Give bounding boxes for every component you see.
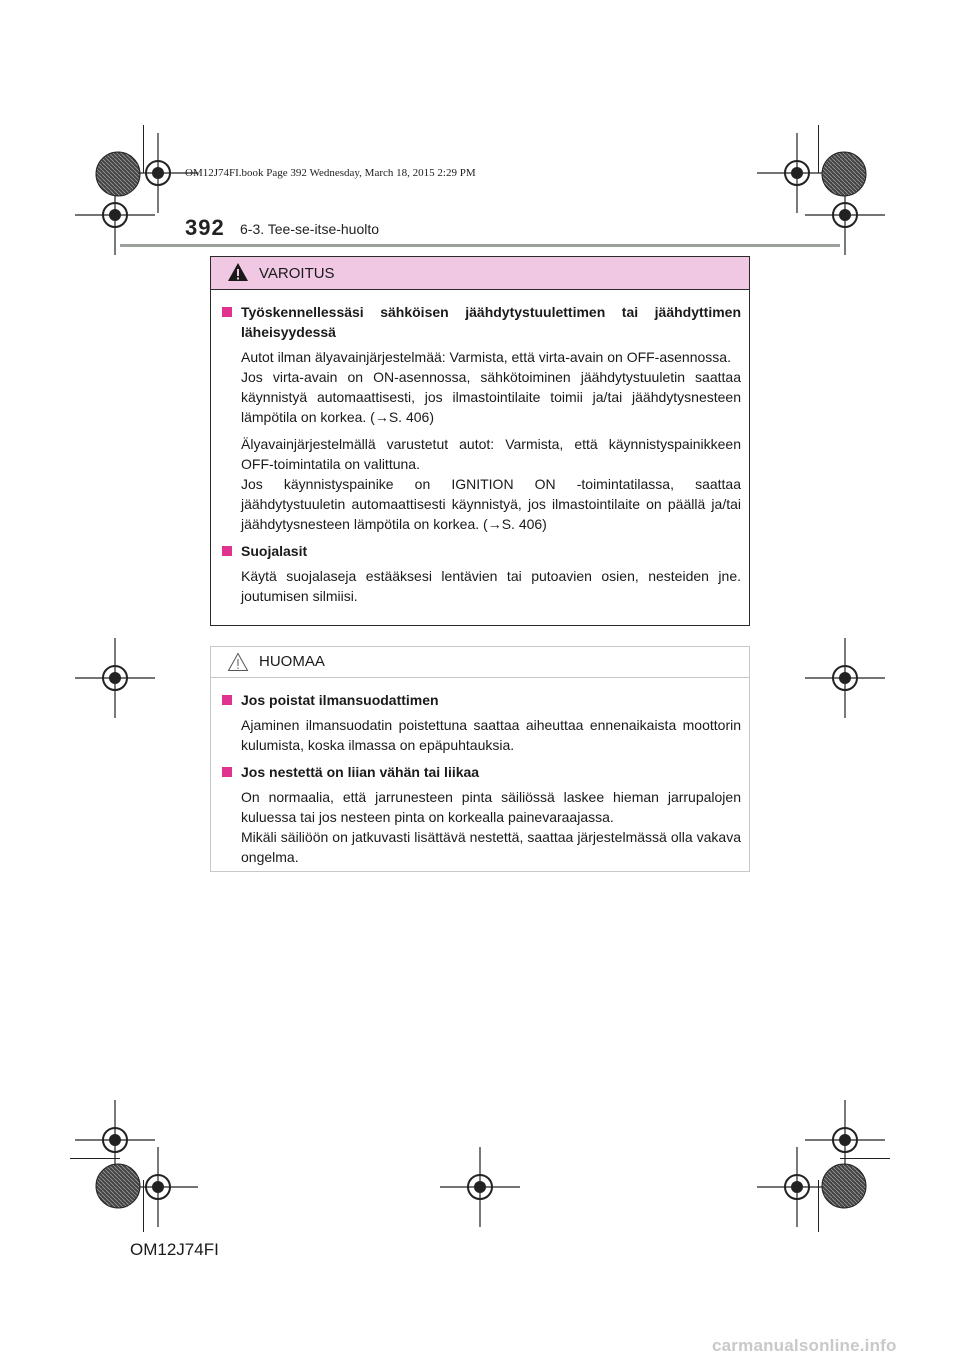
site-watermark: carmanualsonline.info [712,1336,897,1355]
square-bullet-icon [222,307,232,317]
rosette-mark-icon [820,150,868,198]
warning-item-title: Suojalasit [219,541,741,561]
warning-paragraph: Autot ilman älyavainjärjestelmää: Varmista, että virta-avain on OFF-asennossa. Jos virta-avain on ON-asennossa, sähkötoiminen jäähdytystuuletin saattaa käynnistyä automaattisesti, jos ilmastointilaite toimii ja/tai jäähdytysnesteen lämpötila on korkea. (→S. 406) [241,349,741,425]
notice-item-title: Jos nestettä on liian vähän tai liikaa [219,762,741,782]
warning-box [210,256,750,626]
trim-line [840,1158,890,1159]
registration-mark-icon [75,638,155,718]
warning-label: VAROITUS [259,265,335,282]
warning-header [211,257,749,290]
square-bullet-icon [222,767,232,777]
notice-header [211,647,749,678]
warning-paragraph: Älyavainjärjestelmällä varustetut autot: Varmista, että käynnistyspainikkeen OFF-toimintatila on valittuna. Jos käynnistyspainike on IGNITION ON -toimintatilassa, saattaa jäähdytystuuletin automaattisesti käynnistyä, jos ilmastointilaite on päällä ja/tai jäähdytysnesteen lämpötila on korkea. (→S. 406) [241,436,741,532]
trim-line [818,125,819,173]
registration-mark-icon [805,638,885,718]
registration-mark-icon [440,1147,520,1227]
caution-outline-icon [227,652,249,672]
warning-paragraph: Käytä suojalaseja estääksesi lentävien tai putoavien osien, nesteiden jne. joutumisen silmiisi. [241,568,741,604]
warning-content [211,290,749,606]
notice-content [211,678,749,867]
notice-paragraph: Ajaminen ilmansuodatin poistettuna saattaa aiheuttaa ennenaikaista moottorin kulumista, koska ilmassa on epäpuhtauksia. [241,717,741,753]
trim-line [143,125,144,173]
print-job-info: OM12J74FI.book Page 392 Wednesday, March 18, 2015 2:29 PM [185,167,476,179]
warning-triangle-icon [227,262,249,282]
notice-item-title: Jos poistat ilmansuodattimen [219,690,741,710]
section-title: 6-3. Tee-se-itse-huolto [240,221,380,237]
trim-line [818,1180,819,1232]
rosette-mark-icon [94,1162,142,1210]
trim-line [143,1180,144,1232]
notice-label: HUOMAA [259,653,325,670]
square-bullet-icon [222,546,232,556]
warning-item-title: Työskennellessäsi sähköisen jäähdytystuulettimen tai jäähdyttimen läheisyydessä [219,302,741,342]
document-code: OM12J74FI [130,1240,219,1259]
page-number: 392 [185,215,225,240]
notice-paragraph: On normaalia, että jarrunesteen pinta säiliössä laskee hieman jarrupalojen kuluessa tai jos nesteen pinta on korkealla painevaraajassa. Mikäli säiliöön on jatkuvasti lisättävä nestettä, saattaa järjestelmässä olla vakava ongelma. [241,789,741,865]
header-rule [120,244,840,247]
rosette-mark-icon [820,1162,868,1210]
trim-line [70,1158,120,1159]
notice-box [210,646,750,872]
rosette-mark-icon [94,150,142,198]
square-bullet-icon [222,695,232,705]
